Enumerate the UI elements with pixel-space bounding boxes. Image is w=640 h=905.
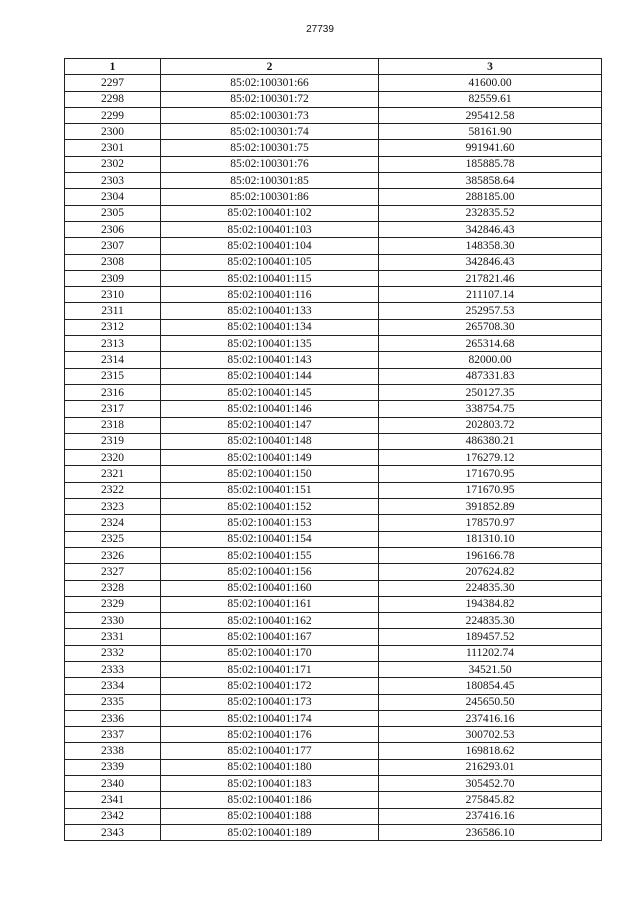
- cadastral-number-cell: 85:02:100401:186: [161, 792, 379, 808]
- value-cell: 295412.58: [379, 107, 602, 123]
- value-cell: 216293.01: [379, 759, 602, 775]
- table-row: [65, 727, 602, 743]
- table-row: [65, 417, 602, 433]
- cadastral-number-cell: 85:02:100401:151: [161, 482, 379, 498]
- value-cell: 171670.95: [379, 482, 602, 498]
- row-number-cell: 2306: [65, 221, 161, 237]
- cadastral-number-cell: 85:02:100401:133: [161, 303, 379, 319]
- cadastral-number-cell: 85:02:100401:180: [161, 759, 379, 775]
- row-number-cell: 2339: [65, 759, 161, 775]
- cadastral-number-cell: 85:02:100401:102: [161, 205, 379, 221]
- row-number-cell: 2305: [65, 205, 161, 221]
- row-number-cell: 2315: [65, 368, 161, 384]
- value-cell: 300702.53: [379, 727, 602, 743]
- table-row: [65, 336, 602, 352]
- cadastral-number-cell: 85:02:100401:116: [161, 287, 379, 303]
- value-cell: 224835.30: [379, 613, 602, 629]
- table-row: [65, 433, 602, 449]
- cadastral-number-cell: 85:02:100401:171: [161, 661, 379, 677]
- cadastral-number-cell: 85:02:100401:150: [161, 466, 379, 482]
- row-number-cell: 2319: [65, 433, 161, 449]
- column-header-2: 2: [161, 59, 379, 75]
- row-number-cell: 2326: [65, 547, 161, 563]
- row-number-cell: 2307: [65, 238, 161, 254]
- cadastral-number-cell: 85:02:100401:170: [161, 645, 379, 661]
- value-cell: 82559.61: [379, 91, 602, 107]
- value-cell: 185885.78: [379, 156, 602, 172]
- table-row: [65, 808, 602, 824]
- table-row: [65, 482, 602, 498]
- cadastral-number-cell: 85:02:100401:154: [161, 531, 379, 547]
- row-number-cell: 2308: [65, 254, 161, 270]
- value-cell: 385858.64: [379, 173, 602, 189]
- row-number-cell: 2303: [65, 173, 161, 189]
- table-row: [65, 547, 602, 563]
- cadastral-number-cell: 85:02:100401:167: [161, 629, 379, 645]
- value-cell: 305452.70: [379, 776, 602, 792]
- table-header-row: [65, 59, 602, 75]
- row-number-cell: 2337: [65, 727, 161, 743]
- cadastral-number-cell: 85:02:100401:172: [161, 678, 379, 694]
- table-row: [65, 189, 602, 205]
- table-row: [65, 499, 602, 515]
- row-number-cell: 2299: [65, 107, 161, 123]
- cadastral-number-cell: 85:02:100301:73: [161, 107, 379, 123]
- table-row: [65, 368, 602, 384]
- row-number-cell: 2302: [65, 156, 161, 172]
- value-cell: 194384.82: [379, 596, 602, 612]
- row-number-cell: 2318: [65, 417, 161, 433]
- row-number-cell: 2331: [65, 629, 161, 645]
- value-cell: 245650.50: [379, 694, 602, 710]
- table-row: [65, 759, 602, 775]
- row-number-cell: 2298: [65, 91, 161, 107]
- table-row: [65, 319, 602, 335]
- table-row: [65, 270, 602, 286]
- table-row: [65, 629, 602, 645]
- cadastral-number-cell: 85:02:100401:145: [161, 384, 379, 400]
- cadastral-number-cell: 85:02:100401:152: [161, 499, 379, 515]
- table-row: [65, 303, 602, 319]
- cadastral-number-cell: 85:02:100401:161: [161, 596, 379, 612]
- row-number-cell: 2313: [65, 336, 161, 352]
- table-row: [65, 450, 602, 466]
- row-number-cell: 2320: [65, 450, 161, 466]
- page-number: 27739: [306, 24, 334, 35]
- table-row: [65, 205, 602, 221]
- table-row: [65, 678, 602, 694]
- value-cell: 232835.52: [379, 205, 602, 221]
- table-row: [65, 173, 602, 189]
- table-row: [65, 401, 602, 417]
- value-cell: 288185.00: [379, 189, 602, 205]
- cadastral-number-cell: 85:02:100401:174: [161, 710, 379, 726]
- cadastral-number-cell: 85:02:100401:103: [161, 221, 379, 237]
- row-number-cell: 2325: [65, 531, 161, 547]
- row-number-cell: 2324: [65, 515, 161, 531]
- cadastral-number-cell: 85:02:100301:86: [161, 189, 379, 205]
- table-row: [65, 661, 602, 677]
- row-number-cell: 2334: [65, 678, 161, 694]
- cadastral-number-cell: 85:02:100401:162: [161, 613, 379, 629]
- row-number-cell: 2301: [65, 140, 161, 156]
- row-number-cell: 2310: [65, 287, 161, 303]
- row-number-cell: 2321: [65, 466, 161, 482]
- cadastral-number-cell: 85:02:100401:135: [161, 336, 379, 352]
- table-row: [65, 613, 602, 629]
- table-row: [65, 287, 602, 303]
- table-row: [65, 645, 602, 661]
- row-number-cell: 2304: [65, 189, 161, 205]
- row-number-cell: 2335: [65, 694, 161, 710]
- registry-table: [64, 58, 602, 841]
- row-number-cell: 2327: [65, 564, 161, 580]
- value-cell: 181310.10: [379, 531, 602, 547]
- row-number-cell: 2314: [65, 352, 161, 368]
- row-number-cell: 2342: [65, 808, 161, 824]
- table-row: [65, 156, 602, 172]
- value-cell: 178570.97: [379, 515, 602, 531]
- cadastral-number-cell: 85:02:100401:156: [161, 564, 379, 580]
- value-cell: 217821.46: [379, 270, 602, 286]
- row-number-cell: 2297: [65, 75, 161, 91]
- table-row: [65, 352, 602, 368]
- cadastral-number-cell: 85:02:100401:143: [161, 352, 379, 368]
- row-number-cell: 2300: [65, 124, 161, 140]
- value-cell: 237416.16: [379, 710, 602, 726]
- cadastral-number-cell: 85:02:100401:189: [161, 824, 379, 840]
- table-row: [65, 466, 602, 482]
- row-number-cell: 2329: [65, 596, 161, 612]
- value-cell: 252957.53: [379, 303, 602, 319]
- table-row: [65, 776, 602, 792]
- value-cell: 207624.82: [379, 564, 602, 580]
- table-row: [65, 580, 602, 596]
- value-cell: 58161.90: [379, 124, 602, 140]
- value-cell: 82000.00: [379, 352, 602, 368]
- value-cell: 202803.72: [379, 417, 602, 433]
- row-number-cell: 2341: [65, 792, 161, 808]
- value-cell: 41600.00: [379, 75, 602, 91]
- cadastral-number-cell: 85:02:100401:104: [161, 238, 379, 254]
- row-number-cell: 2340: [65, 776, 161, 792]
- cadastral-number-cell: 85:02:100401:134: [161, 319, 379, 335]
- cadastral-number-cell: 85:02:100401:144: [161, 368, 379, 384]
- cadastral-number-cell: 85:02:100401:105: [161, 254, 379, 270]
- value-cell: 487331.83: [379, 368, 602, 384]
- row-number-cell: 2332: [65, 645, 161, 661]
- table-row: [65, 91, 602, 107]
- table-row: [65, 743, 602, 759]
- row-number-cell: 2338: [65, 743, 161, 759]
- value-cell: 171670.95: [379, 466, 602, 482]
- table-body: [65, 75, 602, 841]
- cadastral-number-cell: 85:02:100401:148: [161, 433, 379, 449]
- row-number-cell: 2317: [65, 401, 161, 417]
- table-row: [65, 792, 602, 808]
- row-number-cell: 2343: [65, 824, 161, 840]
- value-cell: 189457.52: [379, 629, 602, 645]
- cadastral-number-cell: 85:02:100301:76: [161, 156, 379, 172]
- row-number-cell: 2311: [65, 303, 161, 319]
- table-row: [65, 75, 602, 91]
- value-cell: 391852.89: [379, 499, 602, 515]
- cadastral-number-cell: 85:02:100401:188: [161, 808, 379, 824]
- value-cell: 342846.43: [379, 221, 602, 237]
- column-header-1: 1: [65, 59, 161, 75]
- cadastral-number-cell: 85:02:100401:155: [161, 547, 379, 563]
- cadastral-number-cell: 85:02:100401:153: [161, 515, 379, 531]
- table-row: [65, 596, 602, 612]
- cadastral-number-cell: 85:02:100301:66: [161, 75, 379, 91]
- value-cell: 224835.30: [379, 580, 602, 596]
- cadastral-number-cell: 85:02:100401:147: [161, 417, 379, 433]
- table-row: [65, 238, 602, 254]
- table-row: [65, 221, 602, 237]
- cadastral-number-cell: 85:02:100301:72: [161, 91, 379, 107]
- table-row: [65, 515, 602, 531]
- value-cell: 237416.16: [379, 808, 602, 824]
- row-number-cell: 2316: [65, 384, 161, 400]
- row-number-cell: 2333: [65, 661, 161, 677]
- value-cell: 275845.82: [379, 792, 602, 808]
- table-row: [65, 124, 602, 140]
- row-number-cell: 2323: [65, 499, 161, 515]
- value-cell: 211107.14: [379, 287, 602, 303]
- row-number-cell: 2336: [65, 710, 161, 726]
- table-row: [65, 710, 602, 726]
- value-cell: 342846.43: [379, 254, 602, 270]
- table-row: [65, 531, 602, 547]
- row-number-cell: 2322: [65, 482, 161, 498]
- value-cell: 111202.74: [379, 645, 602, 661]
- value-cell: 265708.30: [379, 319, 602, 335]
- table-row: [65, 824, 602, 840]
- cadastral-number-cell: 85:02:100301:75: [161, 140, 379, 156]
- cadastral-number-cell: 85:02:100401:173: [161, 694, 379, 710]
- value-cell: 176279.12: [379, 450, 602, 466]
- table-row: [65, 254, 602, 270]
- cadastral-number-cell: 85:02:100401:177: [161, 743, 379, 759]
- table-row: [65, 384, 602, 400]
- value-cell: 196166.78: [379, 547, 602, 563]
- column-header-3: 3: [379, 59, 602, 75]
- table-row: [65, 564, 602, 580]
- cadastral-number-cell: 85:02:100401:183: [161, 776, 379, 792]
- value-cell: 180854.45: [379, 678, 602, 694]
- value-cell: 169818.62: [379, 743, 602, 759]
- table-row: [65, 107, 602, 123]
- row-number-cell: 2312: [65, 319, 161, 335]
- cadastral-number-cell: 85:02:100401:149: [161, 450, 379, 466]
- value-cell: 991941.60: [379, 140, 602, 156]
- value-cell: 250127.35: [379, 384, 602, 400]
- value-cell: 236586.10: [379, 824, 602, 840]
- cadastral-number-cell: 85:02:100401:146: [161, 401, 379, 417]
- value-cell: 486380.21: [379, 433, 602, 449]
- value-cell: 148358.30: [379, 238, 602, 254]
- table-row: [65, 140, 602, 156]
- value-cell: 265314.68: [379, 336, 602, 352]
- cadastral-number-cell: 85:02:100301:74: [161, 124, 379, 140]
- cadastral-number-cell: 85:02:100401:160: [161, 580, 379, 596]
- cadastral-number-cell: 85:02:100301:85: [161, 173, 379, 189]
- value-cell: 338754.75: [379, 401, 602, 417]
- row-number-cell: 2309: [65, 270, 161, 286]
- value-cell: 34521.50: [379, 661, 602, 677]
- cadastral-number-cell: 85:02:100401:115: [161, 270, 379, 286]
- row-number-cell: 2328: [65, 580, 161, 596]
- row-number-cell: 2330: [65, 613, 161, 629]
- table-row: [65, 694, 602, 710]
- cadastral-number-cell: 85:02:100401:176: [161, 727, 379, 743]
